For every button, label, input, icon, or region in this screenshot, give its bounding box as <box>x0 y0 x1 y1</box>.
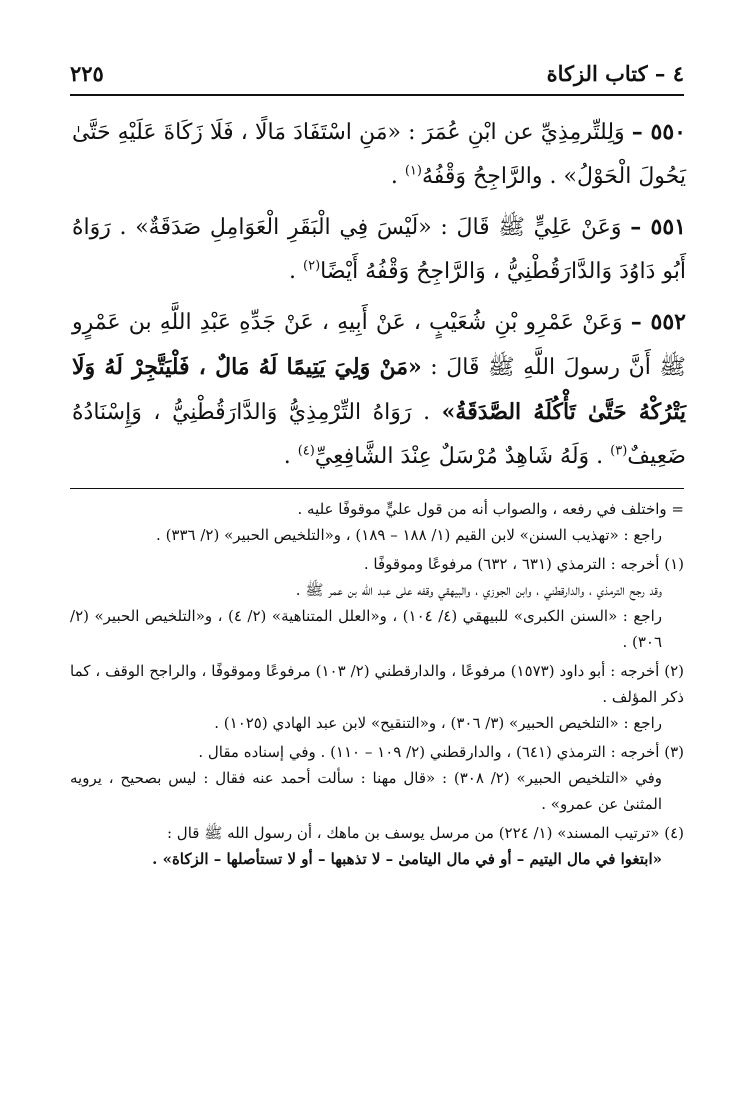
page-header <box>70 52 684 96</box>
hadith-551 <box>72 205 686 294</box>
hadith-tail: . <box>390 164 398 189</box>
footnote-line: أخرجه : الترمذي (٦٤١) ، والدارقطني (٢/ ١٠٩ – ١١٠) . وفي إسناده مقال . <box>198 743 660 761</box>
footnote-continued <box>70 496 684 548</box>
footnote-ref: (١) <box>404 163 422 179</box>
hadith-number: ٥٥٢ – <box>630 309 686 335</box>
footnote-label: (٢) <box>664 662 685 680</box>
footnote-label: (١) <box>664 555 684 573</box>
footnote-1 <box>70 551 684 655</box>
hadith-text: وَعَنْ عَمْرِو بْنِ شُعَيْبٍ ، عَنْ أَبِيهِ ، عَنْ جَدِّهِ عَبْدِ اللَّهِ بن عَمْرٍو ﷺ أَنَّ رسولَ اللَّهِ ﷺ قَالَ : <box>72 310 686 380</box>
footnote-line: وفي «التلخيص الحبير» (٢/ ٣٠٨) : «قال مهنا : سألت أحمد عنه فقال : ليس بصحيح ، يرويه المثنىٰ عن عمرو» . <box>70 769 662 813</box>
page-number: ٢٢٥ <box>70 60 104 86</box>
footnote-line: راجع : «تهذيب السنن» لابن القيم (١/ ١٨٨ – ١٨٩) ، و«التلخيص الحبير» (٢/ ٣٣٦) . <box>156 526 662 544</box>
footnote-4 <box>70 820 684 872</box>
hadith-text: وَعَنْ عَلِيٍّ ﷺ قَالَ : «لَيْسَ فِي الْبَقَرِ الْعَوَامِلِ صَدَقَةٌ» . رَوَاهُ أَبُو دَاوُدَ وَالدَّارَقُطْنِيُّ ، وَالرَّاجِحُ وَقْفُهُ أَيْضًا <box>72 215 686 284</box>
hadith-text-b: . رَوَاهُ التِّرْمِذِيُّ وَالدَّارَقُطْنِيُّ ، وَإِسْنَادُهُ ضَعِيفٌ <box>72 400 686 469</box>
footnote-label: (٣) <box>664 743 684 761</box>
footnote-line: «ترتيب المسند» (١/ ٢٢٤) من مرسل يوسف بن ماهك ، أن رسول الله ﷺ قال : <box>166 824 660 842</box>
footnotes <box>70 496 684 875</box>
footnote-line: أخرجه : الترمذي (٦٣١ ، ٦٣٢) مرفوعًا وموقوفًا . <box>363 555 660 573</box>
footnote-line: راجع : «السنن الكبرى» للبيهقي (٤/ ١٠٤) ، و«العلل المتناهية» (٢/ ٤) ، و«التلخيص الحبير» (٢/ ٣٠٦) . <box>70 607 663 651</box>
hadith-number: ٥٥٠ – <box>631 119 686 145</box>
hadith-tail: . <box>283 444 291 469</box>
footnote-divider <box>70 488 684 489</box>
footnote-label: = <box>671 500 684 518</box>
chapter-title: ٤ – كتاب الزكاة <box>546 60 684 86</box>
footnote-line: «ابتغوا في مال اليتيم – أو في مال اليتامىٰ – لا تذهبها – أو لا تستأصلها – الزكاة» . <box>152 850 662 868</box>
hadith-tail: . <box>289 259 297 284</box>
footnote-line: وقد رجح الترمذي ، والدارقطني ، وابن الجوزي ، والبيهقي وقفه على عبد الله بن عمر ﷺ . <box>295 581 662 599</box>
footnote-2 <box>70 658 684 736</box>
footnote-line: أخرجه : أبو داود (١٥٧٣) مرفوعًا ، والدارقطني (٢/ ١٠٣) مرفوعًا وموقوفًا ، والراجح الوقف ، كما ذكر المؤلف . <box>70 662 684 706</box>
hadith-550 <box>72 110 686 199</box>
footnote-3 <box>70 739 684 817</box>
footnote-line: واختلف في رفعه ، والصواب أنه من قول عليٍّ موقوفًا عليه . <box>297 500 667 518</box>
hadith-text-c: . وَلَهُ شَاهِدٌ مُرْسَلٌ عِنْدَ الشَّافِعِيِّ <box>314 444 604 469</box>
footnote-line: راجع : «التلخيص الحبير» (٣/ ٣٠٦) ، و«التنقيح» لابن عبد الهادي (١٠٢٥) . <box>214 714 662 732</box>
footnote-ref: (٣) <box>610 443 628 459</box>
footnote-label: (٤) <box>664 824 684 842</box>
hadith-552 <box>72 300 686 479</box>
main-text <box>72 110 686 485</box>
footnote-ref: (٢) <box>303 258 321 274</box>
hadith-number: ٥٥١ – <box>630 214 686 240</box>
hadith-text: وَلِلتِّرمِذِيِّ عن ابْنِ عُمَرَ : «مَنِ اسْتَفَادَ مَالًا ، فَلَا زَكَاةَ عَلَيْهِ حَتَّىٰ يَحُولَ الْحَوْلُ» . والرَّاجِحُ وَقْفُهُ <box>72 120 686 189</box>
footnote-ref: (٤) <box>297 443 315 459</box>
hadith-quote: «مَنْ وَلِيَ يَتِيمًا لَهُ مَالٌ ، فَلْيَتَّجِرْ لَهُ وَلَا يَتْرُكْهُ حَتَّىٰ تَأْكُلَهُ الصَّدَقَةُ» <box>72 354 686 425</box>
